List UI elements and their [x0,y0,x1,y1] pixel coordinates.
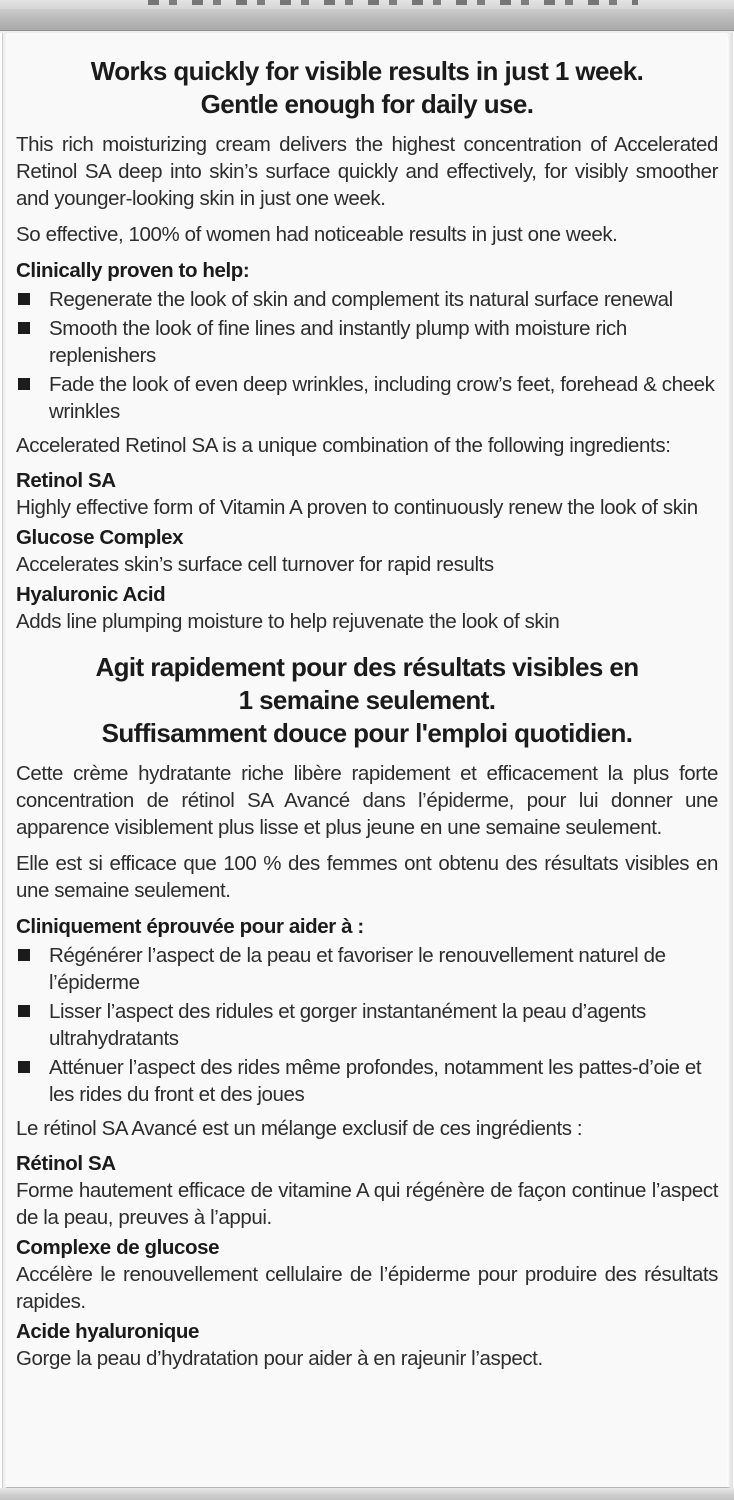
french-stat-claim: Elle est si efficace que 100 % des femmes ont obtenu des résultats visibles en une semaine seulement. [16,852,718,902]
box-top-flap [0,0,734,33]
english-section [16,55,718,635]
french-proven-heading: Cliniquement éprouvée pour aider à : [16,915,364,938]
bullet-square-icon [18,322,30,334]
english-benefit-list [16,286,718,425]
ingredient-description: Accelerates skin’s surface cell turnover for rapid results [16,553,494,576]
ingredient-description: Accélère le renouvellement cellulaire de l’épiderme pour produire des résultats rapides. [16,1263,718,1313]
back-panel [7,33,727,1488]
ingredient-name: Glucose Complex [16,526,184,549]
french-section [16,651,718,1372]
bullet-square-icon [18,293,30,305]
english-headline-line1: Works quickly for visible results in just 1 week. [90,56,644,86]
french-headline [16,651,718,750]
ingredient-block [16,468,718,521]
list-item [16,942,718,996]
bullet-text: Atténuer l’aspect des rides même profondes, notamment les pattes-d’oie et les rides du front et des joues [49,1056,702,1106]
bullet-square-icon [18,1005,30,1017]
box-top-edge-band [0,9,734,31]
bullet-square-icon [18,1061,30,1073]
list-item [16,315,718,369]
ingredient-block [16,582,718,635]
list-item [16,371,718,425]
ingredient-name: Retinol SA [16,469,116,492]
french-subheadline: Suffisamment douce pour l'emploi quotidien. [101,718,633,748]
ingredient-block [16,1235,718,1315]
ingredient-block [16,1151,718,1231]
neutrogena-logo-cropped-fragment [148,0,638,5]
ingredient-name: Hyaluronic Acid [16,583,166,606]
english-headline [16,55,718,121]
list-item [16,1054,718,1108]
ingredient-description: Gorge la peau d’hydratation pour aider à en rajeunir l’aspect. [16,1347,543,1370]
ingredient-block [16,1319,718,1372]
list-item [16,998,718,1052]
french-headline-line1: Agit rapidement pour des résultats visibles en [95,652,639,682]
bullet-text: Smooth the look of fine lines and instantly plump with moisture rich replenishers [49,317,627,367]
ingredient-block [16,525,718,578]
french-combination-intro: Le rétinol SA Avancé est un mélange exclusif de ces ingrédients : [16,1117,583,1140]
english-stat-claim: So effective, 100% of women had noticeable results in just one week. [16,223,618,246]
bullet-text: Lisser l’aspect des ridules et gorger instantanément la peau d’agents ultrahydratants [49,1000,646,1050]
english-intro-paragraph: This rich moisturizing cream delivers the highest concentration of Accelerated Retinol SA deep into skin’s surface quickly and effectively, for visibly smoother and younger-looking skin in just one week. [16,133,718,210]
box-left-edge [0,33,7,1488]
bullet-text: Régénérer l’aspect de la peau et favoriser le renouvellement naturel de l’épiderme [49,944,666,994]
bullet-square-icon [18,949,30,961]
ingredient-description: Forme hautement efficace de vitamine A qui régénère de façon continue l’aspect de la peau, preuves à l’appui. [16,1179,718,1229]
box-right-edge [727,33,734,1488]
bullet-text: Regenerate the look of skin and complement its natural surface renewal [49,288,673,311]
english-headline-line2: Gentle enough for daily use. [200,89,534,119]
ingredient-name: Rétinol SA [16,1152,116,1175]
english-proven-heading: Clinically proven to help: [16,259,250,282]
bullet-square-icon [18,378,30,390]
ingredient-description: Adds line plumping moisture to help rejuvenate the look of skin [16,610,560,633]
english-combination-intro: Accelerated Retinol SA is a unique combination of the following ingredients: [16,434,671,457]
french-intro-paragraph: Cette crème hydratante riche libère rapidement et efficacement la plus forte concentration de rétinol SA Avancé dans l’épiderme, pour lui donner une apparence visiblement plus lisse et plus jeune en une semaine seulement. [16,762,718,839]
box-bottom-flap [0,1487,734,1500]
ingredient-description: Highly effective form of Vitamin A proven to continuously renew the look of skin [16,496,698,519]
box-top-strip [0,0,734,9]
list-item [16,286,718,313]
ingredient-name: Complexe de glucose [16,1236,220,1259]
french-benefit-list [16,942,718,1108]
french-headline-line2: 1 semaine seulement. [238,685,496,715]
bullet-text: Fade the look of even deep wrinkles, including crow’s feet, forehead & cheek wrinkles [49,373,715,423]
ingredient-name: Acide hyaluronique [16,1320,200,1343]
